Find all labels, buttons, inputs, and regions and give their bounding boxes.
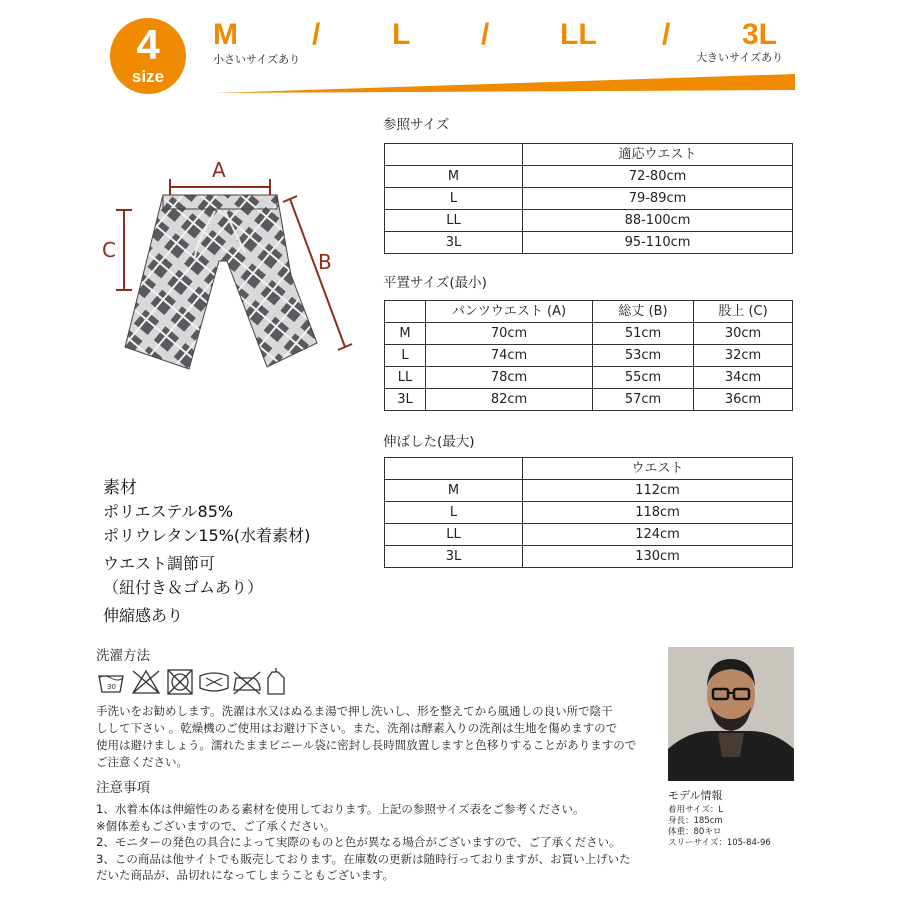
table-cell: 95-110cm: [523, 232, 793, 254]
large-size-note: 大きいサイズあり: [696, 51, 784, 64]
table-cell: [385, 458, 523, 480]
table-cell: 74cm: [426, 345, 593, 367]
washing-text-line: 手洗いをお勧めします。洗濯は水又はぬるま湯で押し洗いし、形を整えてから風通しの良い所で陰干: [96, 704, 613, 718]
table-cell: [385, 144, 523, 166]
notes-title: 注意事項: [96, 780, 150, 796]
table-cell: 3L: [385, 546, 523, 568]
table-cell: M: [385, 166, 523, 188]
table-cell: 総丈 (B): [593, 301, 694, 323]
washing-instructions: [96, 703, 656, 771]
model-info-line: スリーサイズ：105-84-96: [668, 838, 771, 848]
model-info: [668, 805, 771, 849]
material-line: ポリウレタン15%(水着素材): [103, 526, 311, 545]
table-cell: 130cm: [523, 546, 793, 568]
note-line: 3、この商品は他サイトでも販売しております。在庫数の更新は随時行っておりますが、お買い上げいた: [96, 851, 631, 866]
net-wash-icon: [200, 673, 228, 691]
ref-table-title: 参照サイズ: [383, 117, 450, 133]
table-cell: 36cm: [694, 389, 793, 411]
dimension-label-c: C: [102, 238, 116, 262]
no-bleach-icon: [133, 671, 159, 693]
table-cell: 32cm: [694, 345, 793, 367]
table-cell: 57cm: [593, 389, 694, 411]
table-row: [385, 188, 793, 210]
table-cell: LL: [385, 367, 426, 389]
table-cell: 30cm: [694, 323, 793, 345]
table-cell: M: [385, 480, 523, 502]
care-icons-row: [96, 666, 296, 698]
table-cell: 股上 (C): [694, 301, 793, 323]
small-size-note: 小さいサイズあり: [213, 53, 301, 66]
stretch-size-table: [384, 457, 793, 568]
material-line: 伸縮感あり: [103, 606, 184, 625]
flat-size-table: [384, 300, 793, 411]
washing-text-line: 使用は避けましょう。濡れたままビニール袋に密封し長時間放置しますと色移りすることがありますので: [96, 738, 637, 752]
table-row: [385, 210, 793, 232]
table-row: [385, 480, 793, 502]
table-cell: 34cm: [694, 367, 793, 389]
table-cell: 55cm: [593, 367, 694, 389]
dimension-label-a: A: [212, 158, 226, 182]
table-cell: 51cm: [593, 323, 694, 345]
model-info-line: 着用サイズ：L: [668, 805, 724, 815]
notes-list: [96, 801, 656, 884]
dimension-label-b: B: [318, 250, 332, 274]
size-3l: 3L: [742, 18, 778, 51]
table-row: [385, 345, 793, 367]
table-cell: L: [385, 188, 523, 210]
model-info-title: モデル情報: [668, 789, 723, 802]
table-cell: 3L: [385, 389, 426, 411]
no-iron-icon: [234, 672, 260, 694]
table-row: [385, 389, 793, 411]
table-cell: M: [385, 323, 426, 345]
table-cell: L: [385, 502, 523, 524]
material-line: ポリエステル85%: [103, 502, 234, 521]
table-cell: 72-80cm: [523, 166, 793, 188]
table-row: [385, 323, 793, 345]
table-header-row: [385, 301, 793, 323]
hand-wash-30-icon: [99, 676, 123, 692]
model-photo: [668, 647, 794, 781]
table-row: [385, 524, 793, 546]
table-cell: 118cm: [523, 502, 793, 524]
hang-dry-icon: [268, 668, 284, 694]
note-line: だいた商品が、品切れになってしまうこともございます。: [96, 868, 395, 882]
washing-text-line: しして下さい 。乾燥機のご使用はお避け下さい。また、洗剤は酵素入りの洗剤は生地を傷めますので: [96, 721, 618, 735]
table-row: [385, 166, 793, 188]
size-m: M: [213, 18, 238, 51]
table-cell: 82cm: [426, 389, 593, 411]
accent-wedge: [0, 0, 900, 100]
table-cell: ウエスト: [523, 458, 793, 480]
table-row: [385, 546, 793, 568]
size-separator: /: [481, 18, 490, 51]
badge-label: size: [131, 67, 165, 86]
table-cell: LL: [385, 524, 523, 546]
size-ll: LL: [560, 18, 597, 51]
table-header-row: [385, 144, 793, 166]
table-cell: 88-100cm: [523, 210, 793, 232]
material-line: （紐付き＆ゴムあり）: [103, 578, 264, 597]
table-cell: 70cm: [426, 323, 593, 345]
note-line: 1、水着本体は伸縮性のある素材を使用しております。上記の参照サイズ表をご参考ください。: [96, 802, 585, 816]
table-cell: 112cm: [523, 480, 793, 502]
table-cell: 3L: [385, 232, 523, 254]
size-separator: /: [312, 18, 321, 51]
table-cell: 124cm: [523, 524, 793, 546]
wash-temp-label: 30: [107, 683, 116, 691]
material-section: [103, 476, 310, 628]
material-title: 素材: [103, 478, 137, 498]
shorts-diagram: [95, 155, 355, 385]
table-row: [385, 367, 793, 389]
table-cell: 78cm: [426, 367, 593, 389]
size-separator: /: [662, 18, 671, 51]
badge-number: 4: [136, 21, 160, 68]
table-cell: 53cm: [593, 345, 694, 367]
table-cell: L: [385, 345, 426, 367]
table-row: [385, 502, 793, 524]
washing-title: 洗濯方法: [96, 648, 150, 664]
size-l: L: [392, 18, 411, 51]
no-tumble-dry-icon: [168, 670, 192, 694]
note-line: 2、モニターの発色の具合によって実際のものと色が異なる場合がございますので、ご了承ください。: [96, 835, 621, 849]
ref-size-table: [384, 143, 793, 254]
model-info-line: 体重：80キロ: [668, 827, 722, 837]
table-header-row: [385, 458, 793, 480]
stretch-table-title: 伸ばした(最大): [383, 434, 475, 450]
table-cell: パンツウエスト (A): [426, 301, 593, 323]
note-line: ※個体差もございますので、ご了承ください。: [96, 818, 336, 833]
table-row: [385, 232, 793, 254]
table-cell: [385, 301, 426, 323]
model-info-line: 身長：185cm: [668, 816, 723, 826]
washing-text-line: ご注意ください。: [96, 755, 188, 769]
material-line: ウエスト調節可: [103, 554, 216, 573]
table-cell: 79-89cm: [523, 188, 793, 210]
flat-table-title: 平置サイズ(最小): [383, 275, 487, 291]
table-cell: 適応ウエスト: [523, 144, 793, 166]
table-cell: LL: [385, 210, 523, 232]
